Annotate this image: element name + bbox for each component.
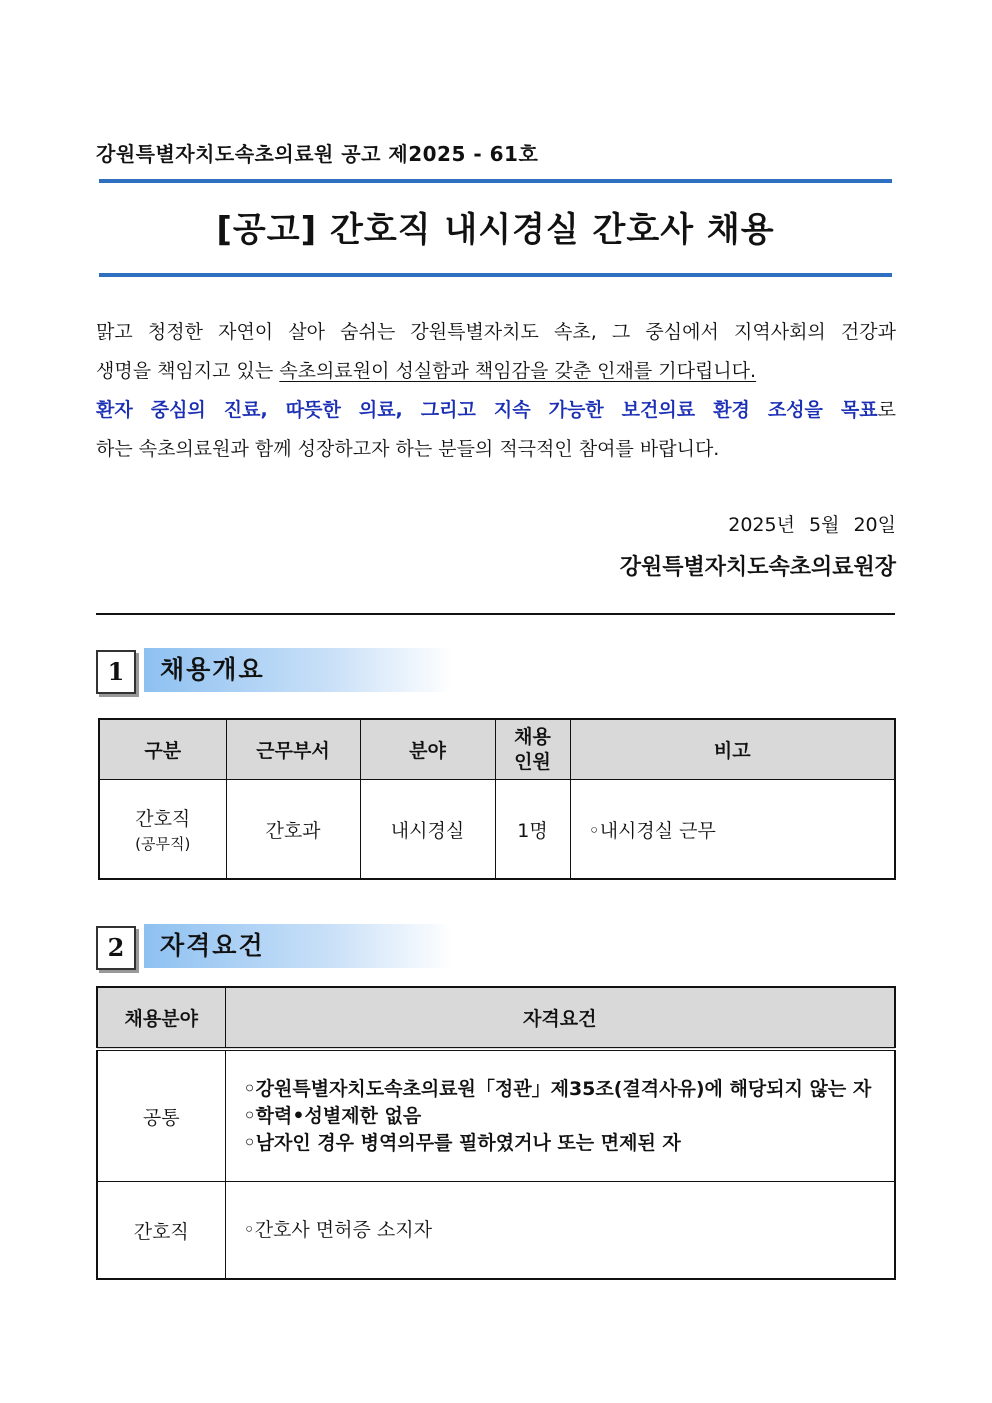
category-text: 간호직 (135, 808, 191, 830)
header-field: 분야 (360, 719, 495, 780)
section-2-title: 자격요건 (144, 924, 454, 968)
header-count (495, 719, 570, 780)
header-count-line-2: 인원 (514, 750, 551, 773)
section-divider (96, 613, 895, 615)
title-bottom-rule (99, 273, 892, 277)
header-qualification: 자격요건 (225, 987, 895, 1049)
header-remark: 비고 (570, 719, 895, 780)
intro-line-3-emphasis: 환자 중심의 진료, 따뜻한 의료, 그리고 지속 가능한 보건의료 환경 조성을 목표 (96, 399, 878, 421)
header-category: 구분 (99, 719, 226, 780)
intro-line-4: 하는 속초의료원과 함께 성장하고자 하는 분들의 적극적인 참여를 바랍니다. (96, 438, 720, 460)
recruitment-overview-table (98, 718, 896, 880)
header-count-line-1: 채용 (514, 725, 551, 748)
cell-nurse-category: 간호직 (97, 1182, 225, 1280)
header-department: 근무부서 (226, 719, 360, 780)
intro-paragraph (96, 313, 896, 469)
intro-line-3-rest: 로 (877, 399, 896, 421)
organization-signature: 강원특별자치도속초의료원장 (619, 555, 896, 580)
table-header-row (97, 987, 895, 1049)
cell-common-category: 공통 (97, 1049, 225, 1182)
intro-line-3 (96, 391, 896, 430)
title-top-rule (99, 179, 892, 183)
section-2-number: 2 (96, 926, 136, 970)
cell-field: 내시경실 (360, 780, 495, 880)
table-row (99, 780, 895, 880)
table-row (97, 1049, 895, 1182)
requirement-item: ◦강원특별자치도속초의료원「정관」제35조(결격사유)에 해당되지 않는 자 (243, 1077, 872, 1100)
category-note: (공무직) (135, 835, 191, 853)
requirement-item: ◦간호사 면허증 소지자 (243, 1218, 432, 1241)
cell-nurse-requirements (225, 1182, 895, 1280)
requirement-item: ◦남자인 경우 병역의무를 필하였거나 또는 면제된 자 (243, 1131, 681, 1154)
intro-line-2-underlined: 속초의료원이 성실함과 책임감을 갖춘 인재를 기다립니다. (279, 360, 757, 382)
notice-number: 강원특별자치도속초의료원 공고 제2025 - 61호 (96, 142, 539, 166)
cell-remark: ◦내시경실 근무 (570, 780, 895, 880)
cell-department: 간호과 (226, 780, 360, 880)
table-header-row (99, 719, 895, 780)
intro-line-2-plain: 생명을 책임지고 있는 (96, 360, 280, 382)
cell-category (99, 780, 226, 880)
qualification-table (96, 986, 896, 1280)
announcement-date: 2025년 5월 20일 (728, 514, 896, 536)
intro-line-1: 맑고 청정한 자연이 살아 숨쉬는 강원특별자치도 속초, 그 중심에서 지역사회의 건강과 (96, 321, 896, 343)
table-row (97, 1182, 895, 1280)
intro-line-2 (96, 352, 896, 391)
cell-count: 1명 (495, 780, 570, 880)
page-title: [공고] 간호직 내시경실 간호사 채용 (216, 210, 775, 250)
section-1-title: 채용개요 (144, 648, 454, 692)
cell-common-requirements (225, 1049, 895, 1182)
requirement-item: ◦학력•성별제한 없음 (243, 1104, 422, 1127)
section-1-number: 1 (96, 650, 136, 694)
header-recruit-field: 채용분야 (97, 987, 225, 1049)
